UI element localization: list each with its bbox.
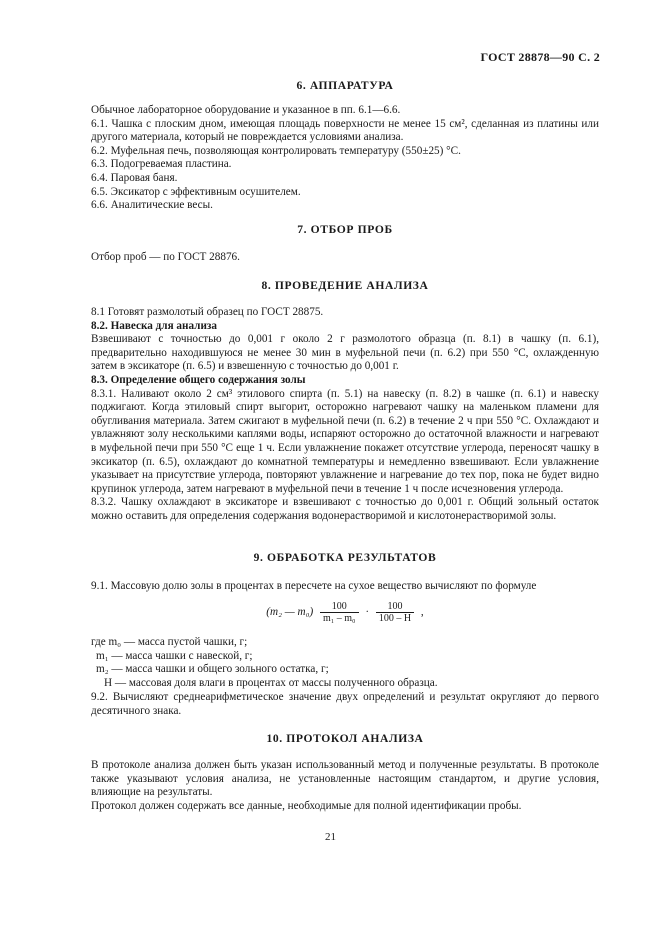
page-number: 21 bbox=[325, 831, 336, 843]
section-7-body bbox=[91, 251, 599, 265]
formula-fraction-2 bbox=[376, 601, 414, 624]
document-header: ГОСТ 28878—90 С. 2 bbox=[480, 50, 600, 64]
s10-p1: В протоколе анализа должен быть указан использованный метод и полученные результаты. В протоколе также указывают условия анализа, не установленные настоящим стандартом, и другие условия, влияющие на результаты. bbox=[91, 759, 599, 799]
definition-m0: где m₀ — масса пустой чашки, г; bbox=[91, 636, 248, 648]
fraction-2-denominator: 100 – H bbox=[378, 613, 412, 624]
section-9-title: 9. ОБРАБОТКА РЕЗУЛЬТАТОВ bbox=[253, 551, 437, 564]
definition-h: H — массовая доля влаги в процентах от массы полученного образца. bbox=[104, 676, 438, 689]
fraction-1-denominator: m₁ – m₀ bbox=[323, 613, 356, 624]
formula-definitions bbox=[91, 636, 599, 719]
fraction-1-numerator: 100 bbox=[320, 601, 359, 613]
s8-h2: 8.2. Навеска для анализа bbox=[91, 319, 217, 332]
s8-p3: 8.3.1. Наливают около 2 см³ этилового спирта (п. 5.1) на навеску (п. 8.2) в чашке (п. 6.1) и навеску поджигают. Когда этиловый спирт выгорит, осторожно нагревают чашку на маленьком пламени для обугливания материала. Затем сжигают в муфельной печи (п. 6.2) в течение 2 ч при 550 °С. Охлаждают и увлажняют золу несколькими каплями воды, испаряют осторожно до остаточной влажности и нагревают в муфельной печи при 550 °С еще 1 ч. Если увлажнение покажет отсутствие углерода, переносят чашку в эксикатор (п. 6.5), охлаждают до комнатной температуры и немедленно взвешивают. Если увлажнение указывает на присутствие углерода, повторяют увлажнение и нагревание до тех пор, пока не будет видно крупинок углерода, затем нагревают в муфельной печи в течение 1 ч после исчезновения углерода. bbox=[91, 387, 599, 495]
s6-p3: 6.3. Подогреваемая пластина. bbox=[91, 158, 232, 171]
formula-dot: · bbox=[365, 606, 370, 619]
s6-p0: Обычное лабораторное оборудование и указанное в пп. 6.1—6.6. bbox=[91, 104, 401, 116]
s9-p2: 9.2. Вычисляют среднеарифметическое значение двух определений и результат округляют до первого десятичного знака. bbox=[91, 691, 599, 717]
s6-p4: 6.4. Паровая баня. bbox=[91, 171, 178, 184]
section-9-intro bbox=[91, 580, 599, 594]
section-10-title: 10. ПРОТОКОЛ АНАЛИЗА bbox=[266, 732, 424, 745]
s6-p6: 6.6. Аналитические весы. bbox=[91, 199, 213, 212]
s10-p2: Протокол должен содержать все данные, необходимые для полной идентификации пробы. bbox=[91, 799, 522, 812]
s6-p5: 6.5. Эксикатор с эффективным осушителем. bbox=[91, 185, 301, 198]
section-6-body bbox=[91, 104, 599, 213]
formula-lead: (m₂ — m₀) bbox=[266, 606, 314, 619]
formula-fraction-1 bbox=[320, 601, 359, 624]
s6-p1: 6.1. Чашка с плоским дном, имеющая площадь поверхности не менее 15 см², сделанная из платины или другого материала, который не повреждается условиями анализа. bbox=[91, 117, 599, 144]
s8-p4: 8.3.2. Чашку охлаждают в эксикаторе и взвешивают с точностью до 0,001 г. Общий зольный остаток можно оставить для определения содержания водонерастворимой и кислотонерастворимой золы. bbox=[91, 496, 599, 522]
definition-m1: m₁ — масса чашки с навеской, г; bbox=[96, 649, 253, 662]
section-8-body bbox=[91, 306, 599, 524]
definition-m2: m₂ — масса чашки и общего зольного остатка, г; bbox=[96, 663, 329, 676]
s7-p1: Отбор проб — по ГОСТ 28876. bbox=[91, 251, 240, 263]
s6-p2: 6.2. Муфельная печь, позволяющая контролировать температуру (550±25) °С. bbox=[91, 144, 461, 157]
formula-tail: , bbox=[420, 606, 424, 619]
fraction-2-numerator: 100 bbox=[376, 601, 414, 613]
section-6-title: 6. АППАРАТУРА bbox=[296, 79, 394, 92]
section-8-title: 8. ПРОВЕДЕНИЕ АНАЛИЗА bbox=[261, 279, 429, 292]
ash-formula bbox=[91, 601, 599, 624]
s8-p1: 8.1 Готовят размолотый образец по ГОСТ 28875. bbox=[91, 306, 324, 318]
s8-p2: Взвешивают с точностью до 0,001 г около 2 г размолотого образца (п. 8.1) в чашку (п. 6.1), предварительно находившуюся не менее 30 мин в муфельной печи (п. 6.2) при 550 °С, охлажденную затем в эксикаторе (п. 6.5) и взвешенную с точностью до 0,001 г. bbox=[91, 333, 599, 373]
section-7-title: 7. ОТБОР ПРОБ bbox=[297, 223, 393, 236]
section-10-body bbox=[91, 759, 599, 813]
s8-h3: 8.3. Определение общего содержания золы bbox=[91, 373, 306, 386]
s9-p1: 9.1. Массовую долю золы в процентах в пересчете на сухое вещество вычисляют по формуле bbox=[91, 580, 537, 592]
